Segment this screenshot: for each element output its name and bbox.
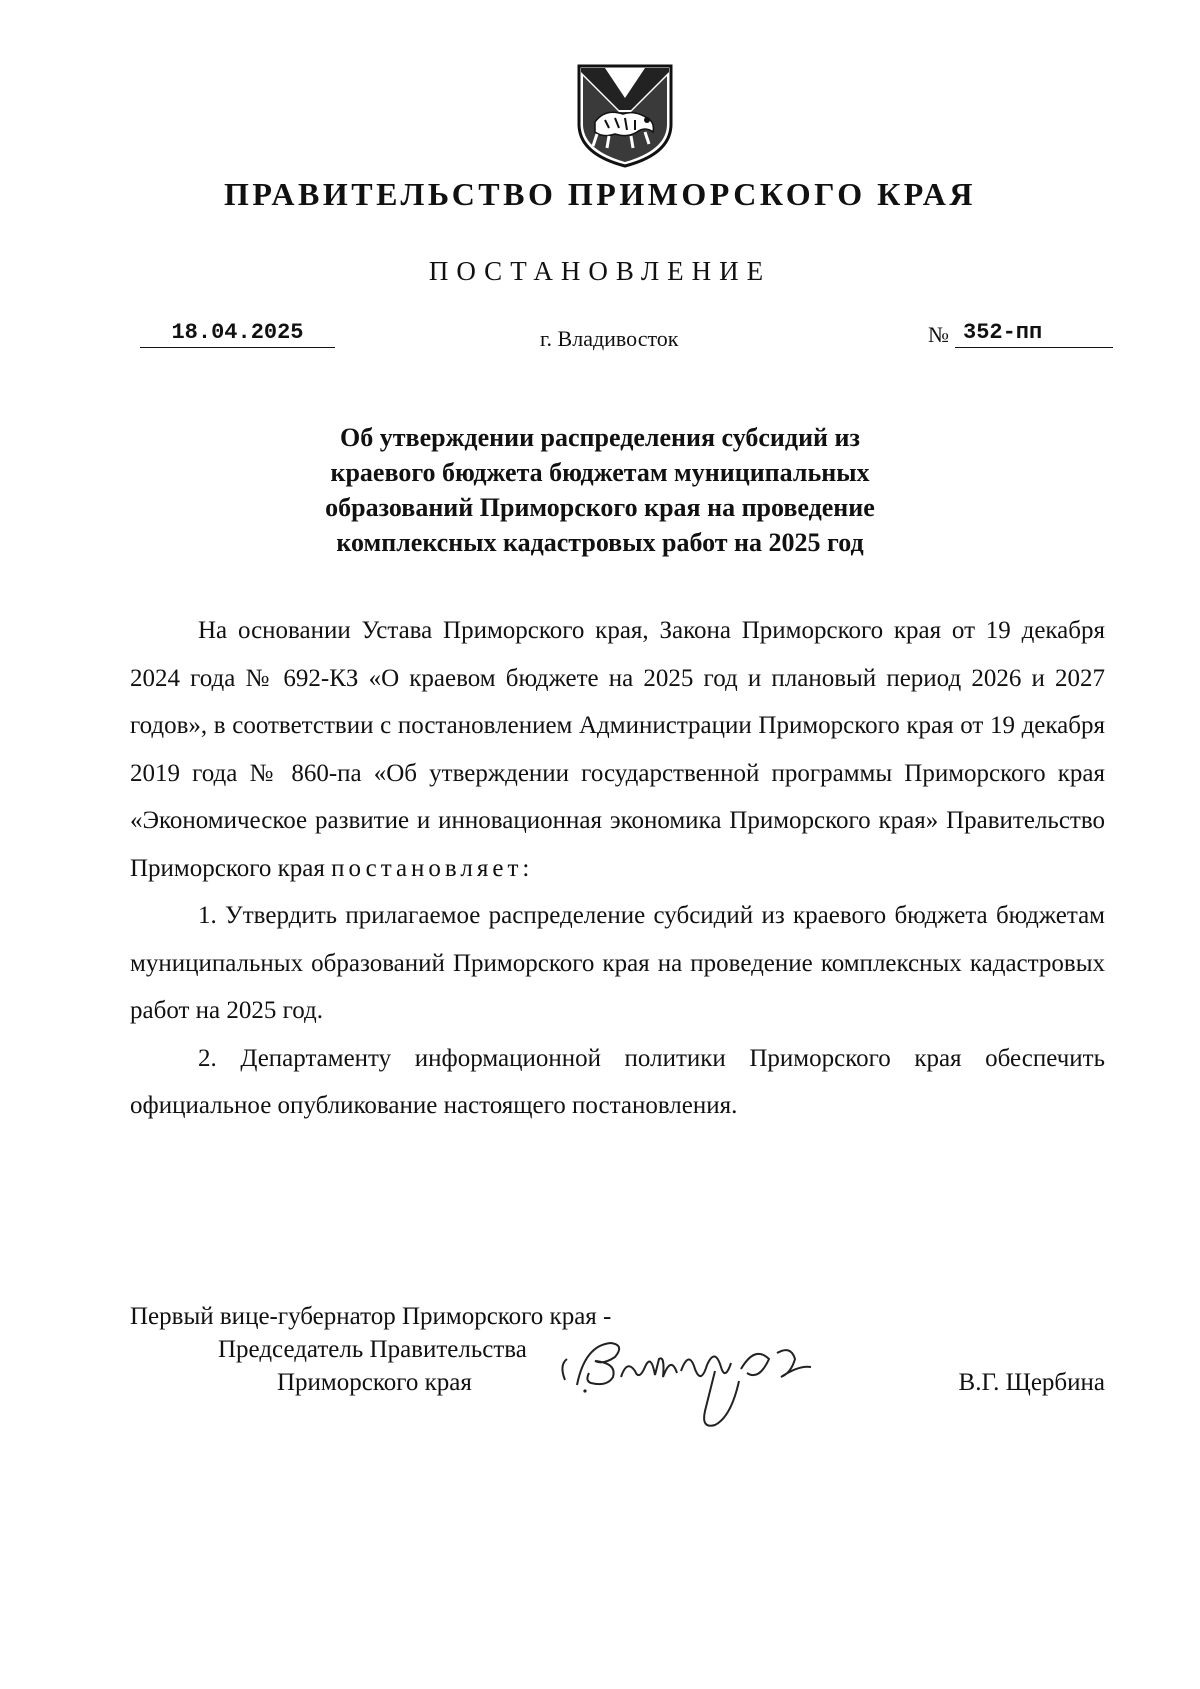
- preamble-verb: постановляет:: [331, 854, 534, 882]
- signatory-position-line-2: Председатель Правительства: [218, 1336, 527, 1363]
- subject-line: образований Приморского края на проведение: [325, 493, 875, 522]
- document-body: [130, 607, 1105, 1130]
- handwritten-signature-icon: [555, 1325, 855, 1445]
- number-value: 352-пп: [955, 320, 1113, 348]
- signatory-position-line-3: Приморского края: [277, 1369, 472, 1396]
- signatory-position-line-1: Первый вице-губернатор Приморского края -: [130, 1303, 612, 1330]
- number-sign: №: [928, 322, 949, 347]
- preamble-paragraph: [130, 607, 1105, 892]
- document-city: г. Владивосток: [540, 326, 679, 351]
- subject-line: Об утверждении распределения субсидий из: [340, 423, 860, 452]
- coat-of-arms-icon: [575, 62, 675, 170]
- document-type: ПОСТАНОВЛЕНИЕ: [428, 256, 772, 286]
- decree-item-1: 1. Утвердить прилагаемое распределение субсидий из краевого бюджета бюджетам муниципальных образований Приморского края на проведение комплексных кадастровых работ на 2025 год.: [130, 902, 1105, 1024]
- decree-item-2: 2. Департаменту информационной политики Приморского края обеспечить официальное опубликование настоящего постановления.: [130, 1044, 1105, 1119]
- document-number: [928, 320, 1113, 348]
- subject-line: комплексных кадастровых работ на 2025 год: [336, 528, 864, 557]
- preamble-text: На основании Устава Приморского края, Закона Приморского края от 19 декабря 2024 года № 692-КЗ «О краевом бюджете на 2025 год и плановый период 2026 и 2027 годов», в соответствии с постановлением Администрации Приморского края от 19 декабря 2019 года № 860-па «Об утверждении государственной программы Приморского края «Экономическое развитие и инновационная экономика Приморского края» Правительство Приморского края: [130, 617, 1105, 882]
- subject-line: краевого бюджета бюджетам муниципальных: [330, 458, 870, 487]
- document-date: 18.04.2025: [140, 320, 335, 348]
- government-title: ПРАВИТЕЛЬСТВО ПРИМОРСКОГО КРАЯ: [224, 176, 976, 212]
- signatory-name: В.Г. Щербина: [958, 1369, 1105, 1396]
- document-subject: [250, 420, 950, 560]
